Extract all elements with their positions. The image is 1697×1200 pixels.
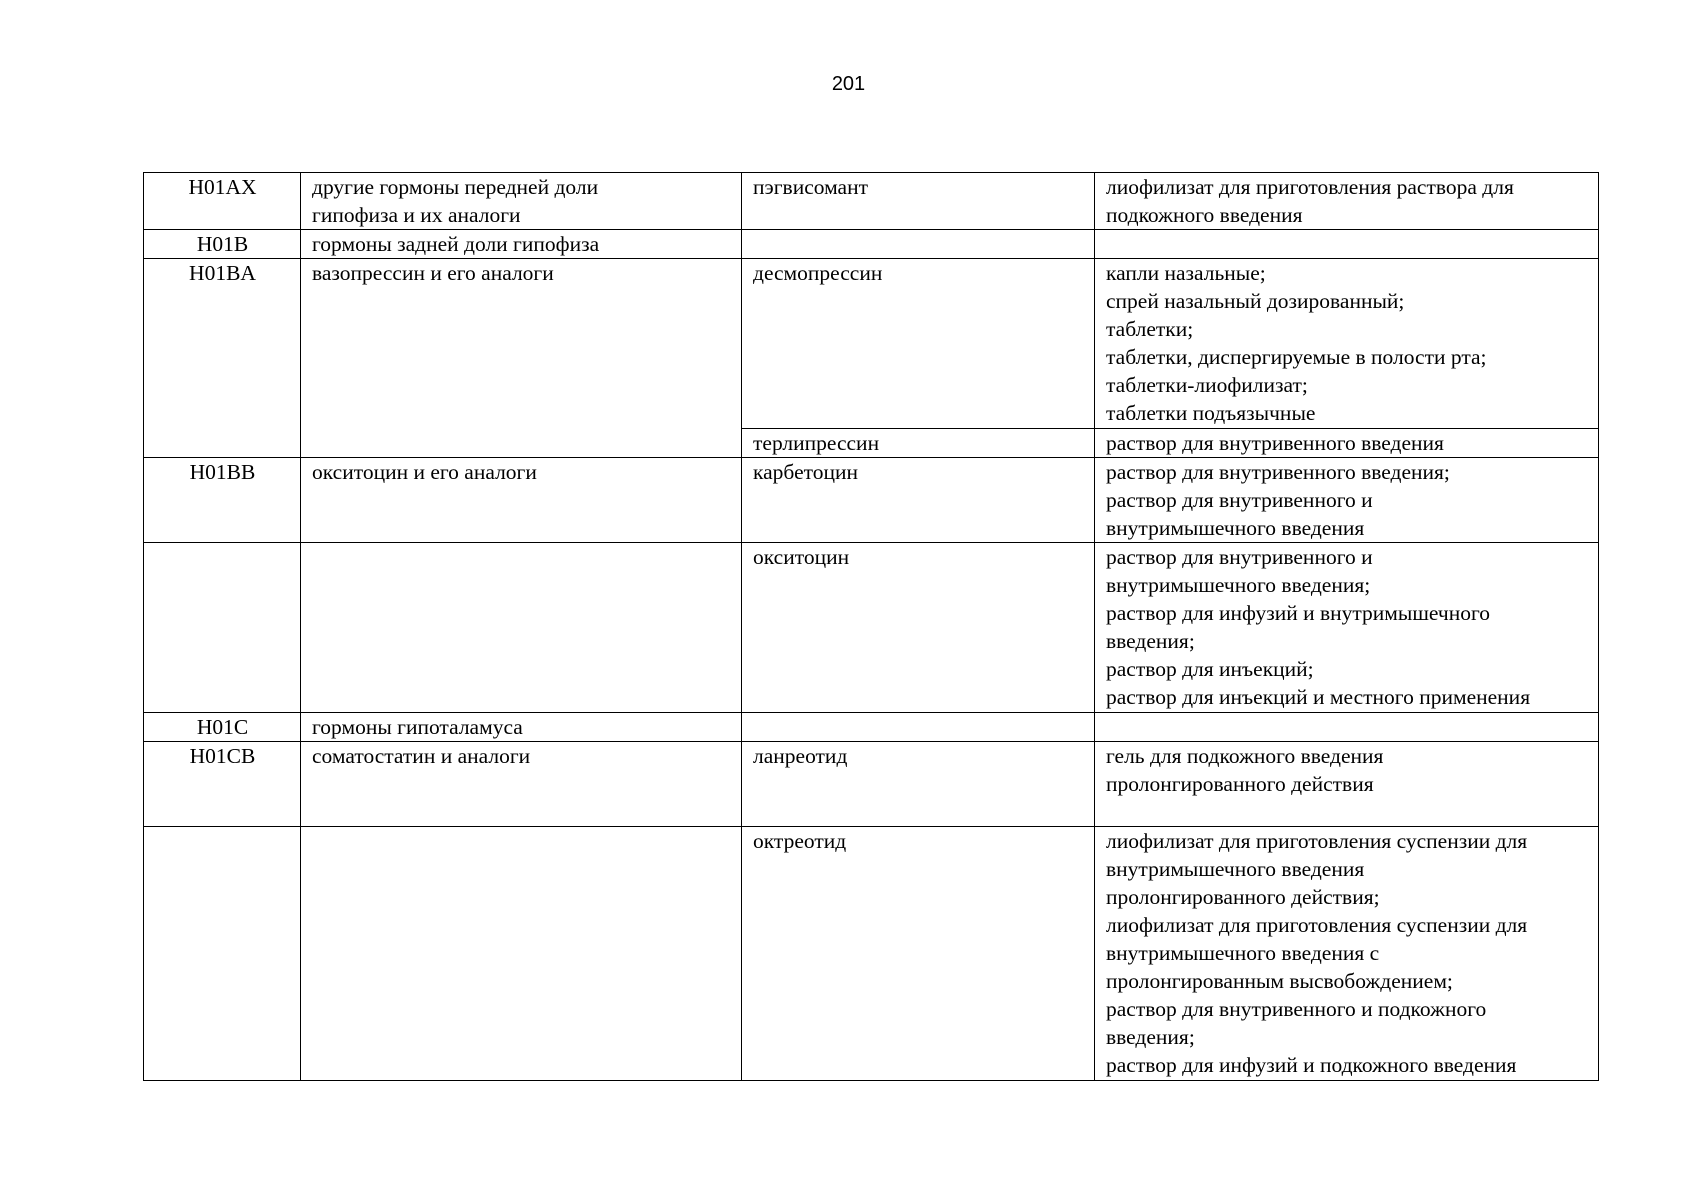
group-cell — [301, 173, 742, 230]
dosage-form-cell — [1095, 230, 1599, 259]
dosage-form-line: лиофилизат для приготовления суспензии для — [1106, 829, 1528, 853]
drug-cell — [742, 742, 1095, 827]
drug-cell — [742, 259, 1095, 429]
dosage-form-line: раствор для внутривенного введения — [1106, 431, 1444, 455]
drug-cell — [742, 458, 1095, 543]
drug-name: пэгвисомант — [753, 175, 868, 199]
dosage-form-cell — [1095, 429, 1599, 458]
drug-table — [143, 172, 1599, 1081]
group-cell — [301, 543, 742, 713]
dosage-form-line: гель для подкожного введения — [1106, 744, 1384, 768]
dosage-form-line: пролонгированным высвобождением; — [1106, 969, 1453, 993]
table-row — [144, 259, 1599, 429]
group-line: гипофиза и их аналоги — [312, 203, 521, 227]
drug-name: десмопрессин — [753, 261, 883, 285]
group-cell — [301, 742, 742, 827]
dosage-form-line: пролонгированного действия — [1106, 772, 1374, 796]
atc-code-cell — [144, 259, 301, 458]
dosage-form-line: внутримышечного введения с — [1106, 941, 1380, 965]
atc-code: H01C — [196, 715, 249, 739]
group-line: гормоны гипоталамуса — [312, 715, 523, 739]
table-row — [144, 543, 1599, 713]
dosage-form-line: раствор для инфузий и подкожного введения — [1106, 1053, 1517, 1077]
table-row — [144, 713, 1599, 742]
table-row — [144, 827, 1599, 1081]
dosage-form-line: внутримышечного введения — [1106, 516, 1365, 540]
table-row — [144, 173, 1599, 230]
dosage-form-line: введения; — [1106, 629, 1195, 653]
group-line: гормоны задней доли гипофиза — [312, 232, 600, 256]
drug-name: ланреотид — [753, 744, 848, 768]
drug-cell — [742, 713, 1095, 742]
drug-cell — [742, 173, 1095, 230]
drug-name: карбетоцин — [753, 460, 858, 484]
dosage-form-line: раствор для внутривенного и — [1106, 488, 1373, 512]
atc-code: H01AX — [188, 175, 257, 199]
table-row — [144, 458, 1599, 543]
atc-code-cell — [144, 173, 301, 230]
group-line: вазопрессин и его аналоги — [312, 261, 554, 285]
dosage-form-line: подкожного введения — [1106, 203, 1303, 227]
dosage-form-cell — [1095, 259, 1599, 429]
group-cell — [301, 230, 742, 259]
atc-code: H01CB — [189, 744, 256, 768]
dosage-form-line: раствор для инфузий и внутримышечного — [1106, 601, 1490, 625]
dosage-form-cell — [1095, 827, 1599, 1081]
atc-code-cell — [144, 230, 301, 259]
group-line: другие гормоны передней доли — [312, 175, 599, 199]
atc-code: H01BA — [189, 261, 256, 285]
dosage-form-line: таблетки-лиофилизат; — [1106, 373, 1308, 397]
dosage-form-line: пролонгированного действия; — [1106, 885, 1380, 909]
group-cell — [301, 458, 742, 543]
atc-code-cell — [144, 742, 301, 827]
dosage-form-line: лиофилизат для приготовления суспензии для — [1106, 913, 1528, 937]
dosage-form-line: раствор для инъекций и местного применения — [1106, 685, 1531, 709]
drug-cell — [742, 827, 1095, 1081]
group-cell — [301, 827, 742, 1081]
table-row — [144, 230, 1599, 259]
drug-name: октреотид — [753, 829, 847, 853]
drug-cell — [742, 429, 1095, 458]
dosage-form-cell — [1095, 543, 1599, 713]
dosage-form-line: спрей назальный дозированный; — [1106, 289, 1405, 313]
atc-code-cell — [144, 827, 301, 1081]
dosage-form-line: раствор для внутривенного и подкожного — [1106, 997, 1487, 1021]
dosage-form-line: внутримышечного введения; — [1106, 573, 1371, 597]
atc-code: H01BB — [189, 460, 256, 484]
dosage-form-cell — [1095, 713, 1599, 742]
atc-code: H01B — [196, 232, 249, 256]
dosage-form-line: лиофилизат для приготовления раствора для — [1106, 175, 1514, 199]
dosage-form-line: капли назальные; — [1106, 261, 1266, 285]
dosage-form-line: таблетки; — [1106, 317, 1194, 341]
group-cell — [301, 713, 742, 742]
group-cell — [301, 259, 742, 458]
dosage-form-line: внутримышечного введения — [1106, 857, 1365, 881]
dosage-form-line: раствор для внутривенного введения; — [1106, 460, 1450, 484]
group-line: соматостатин и аналоги — [312, 744, 531, 768]
dosage-form-cell — [1095, 173, 1599, 230]
table-row — [144, 742, 1599, 827]
dosage-form-line: таблетки, диспергируемые в полости рта; — [1106, 345, 1487, 369]
atc-code-cell — [144, 543, 301, 713]
page-number: 201 — [831, 73, 866, 95]
group-line: окситоцин и его аналоги — [312, 460, 537, 484]
atc-code-cell — [144, 713, 301, 742]
dosage-form-cell — [1095, 742, 1599, 827]
dosage-form-line: введения; — [1106, 1025, 1195, 1049]
drug-cell — [742, 543, 1095, 713]
dosage-form-cell — [1095, 458, 1599, 543]
dosage-form-line: таблетки подъязычные — [1106, 401, 1316, 425]
drug-cell — [742, 230, 1095, 259]
dosage-form-line: раствор для инъекций; — [1106, 657, 1314, 681]
drug-name: терлипрессин — [753, 431, 880, 455]
dosage-form-line: раствор для внутривенного и — [1106, 545, 1373, 569]
drug-name: окситоцин — [753, 545, 850, 569]
atc-code-cell — [144, 458, 301, 543]
